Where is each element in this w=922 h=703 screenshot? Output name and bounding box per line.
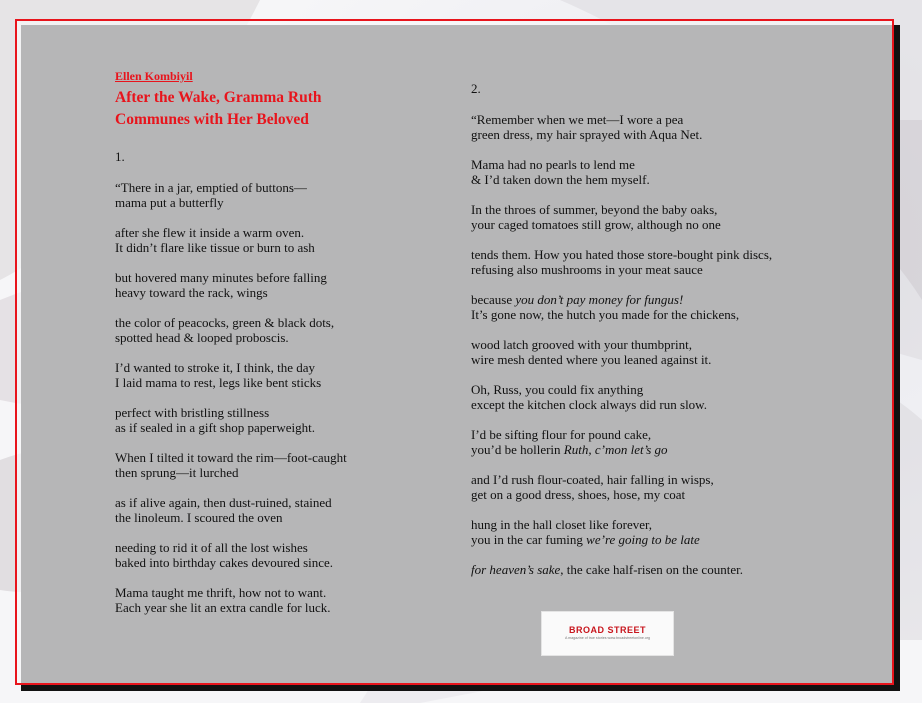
poem-line: In the throes of summer, beyond the baby oaks, (471, 202, 718, 217)
poem-line: perfect with bristling stillness (115, 405, 270, 420)
poem-line: Mama taught me thrift, how not to want. (115, 585, 327, 600)
poem-line: and I’d rush flour-coated, hair falling in wisps, (471, 472, 714, 487)
poem-line: your caged tomatoes still grow, although no one (471, 217, 721, 232)
stanza (471, 382, 841, 412)
line-text: you’d be hollerin (471, 442, 564, 457)
broad-street-logo[interactable] (541, 611, 674, 656)
stanza (471, 562, 841, 577)
stanza (471, 202, 841, 232)
stanza (471, 247, 841, 277)
right-column (471, 81, 841, 592)
line-text: , the cake half-risen on the counter. (560, 562, 743, 577)
poem-line: then sprung—it lurched (115, 465, 239, 480)
poem-line (471, 292, 841, 307)
italic-text: for heaven’s sake (471, 562, 561, 577)
stanza (115, 180, 445, 210)
stanza (471, 472, 841, 502)
stanza (115, 495, 445, 525)
poem-line: green dress, my hair sprayed with Aqua Net. (471, 127, 703, 142)
poem-line: wood latch grooved with your thumbprint, (471, 337, 692, 352)
poem-line (471, 562, 841, 577)
stanza (115, 405, 445, 435)
poem-line: I’d be sifting flour for pound cake, (471, 427, 652, 442)
stanza (115, 540, 445, 570)
section-number: 2. (471, 81, 481, 96)
poem-line: It didn’t flare like tissue or burn to ash (115, 240, 315, 255)
poem-line: I laid mama to rest, legs like bent sticks (115, 375, 322, 390)
logo-name: BROAD STREET (568, 625, 646, 635)
poem-line: after she flew it inside a warm oven. (115, 225, 305, 240)
poem-line: the color of peacocks, green & black dots, (115, 315, 335, 330)
poem-line: mama put a butterfly (115, 195, 224, 210)
poem-line: get on a good dress, shoes, hose, my coat (471, 487, 686, 502)
italic-text: Ruth, c’mon let’s go (563, 442, 668, 457)
stanza (115, 585, 445, 615)
poem-line (471, 442, 841, 457)
stanza (115, 225, 445, 255)
poem-line: It’s gone now, the hutch you made for the chickens, (471, 307, 740, 322)
poem-line: except the kitchen clock always did run slow. (471, 397, 707, 412)
poem-line: Each year she lit an extra candle for luck. (115, 600, 331, 615)
poem-line: When I tilted it toward the rim—foot-caught (115, 450, 347, 465)
stanza (471, 517, 841, 547)
poem-line: hung in the hall closet like forever, (471, 517, 653, 532)
stanza (115, 360, 445, 390)
logo-tagline: A magazine of true stories www.broadstreetonline.org (564, 636, 651, 640)
poem-line: but hovered many minutes before falling (115, 270, 327, 285)
poem-title (115, 87, 445, 131)
stanza (471, 112, 841, 142)
poem-line: spotted head & looped proboscis. (115, 330, 289, 345)
poem-line: the linoleum. I scoured the oven (115, 510, 283, 525)
title-line: Communes with Her Beloved (115, 111, 309, 128)
poem-line: wire mesh dented where you leaned against it. (471, 352, 712, 367)
poem-line: I’d wanted to stroke it, I think, the day (115, 360, 316, 375)
poem-line: refusing also mushrooms in your meat sauce (471, 262, 703, 277)
poem-line: & I’d taken down the hem myself. (471, 172, 650, 187)
poem-line: baked into birthday cakes devoured since. (115, 555, 334, 570)
title-line: After the Wake, Gramma Ruth (115, 89, 322, 106)
stanza (471, 292, 841, 322)
stanza (115, 450, 445, 480)
poem-line: as if sealed in a gift shop paperweight. (115, 420, 315, 435)
stanza (471, 157, 841, 187)
poem-line: Mama had no pearls to lend me (471, 157, 635, 172)
stanza (471, 427, 841, 457)
poem-line: needing to rid it of all the lost wishes (115, 540, 308, 555)
poem-line: “Remember when we met—I wore a pea (471, 112, 684, 127)
poem-line (471, 532, 841, 547)
poem-frame (15, 19, 894, 685)
italic-text: we’re going to be late (586, 532, 700, 547)
poem-line: heavy toward the rack, wings (115, 285, 268, 300)
italic-text: you don’t pay money for fungus! (515, 292, 684, 307)
line-text: because (471, 292, 516, 307)
poem-line: tends them. How you hated those store-bought pink discs, (471, 247, 773, 262)
poem-line: “There in a jar, emptied of buttons— (115, 180, 307, 195)
section-number: 1. (115, 149, 125, 164)
poem-line: as if alive again, then dust-ruined, stained (115, 495, 332, 510)
stanza (115, 315, 445, 345)
left-column (115, 69, 445, 630)
poem-line: Oh, Russ, you could fix anything (471, 382, 644, 397)
stanza (471, 337, 841, 367)
stanza (115, 270, 445, 300)
author-name[interactable]: Ellen Kombiyil (115, 69, 193, 83)
line-text: you in the car fuming (471, 532, 587, 547)
